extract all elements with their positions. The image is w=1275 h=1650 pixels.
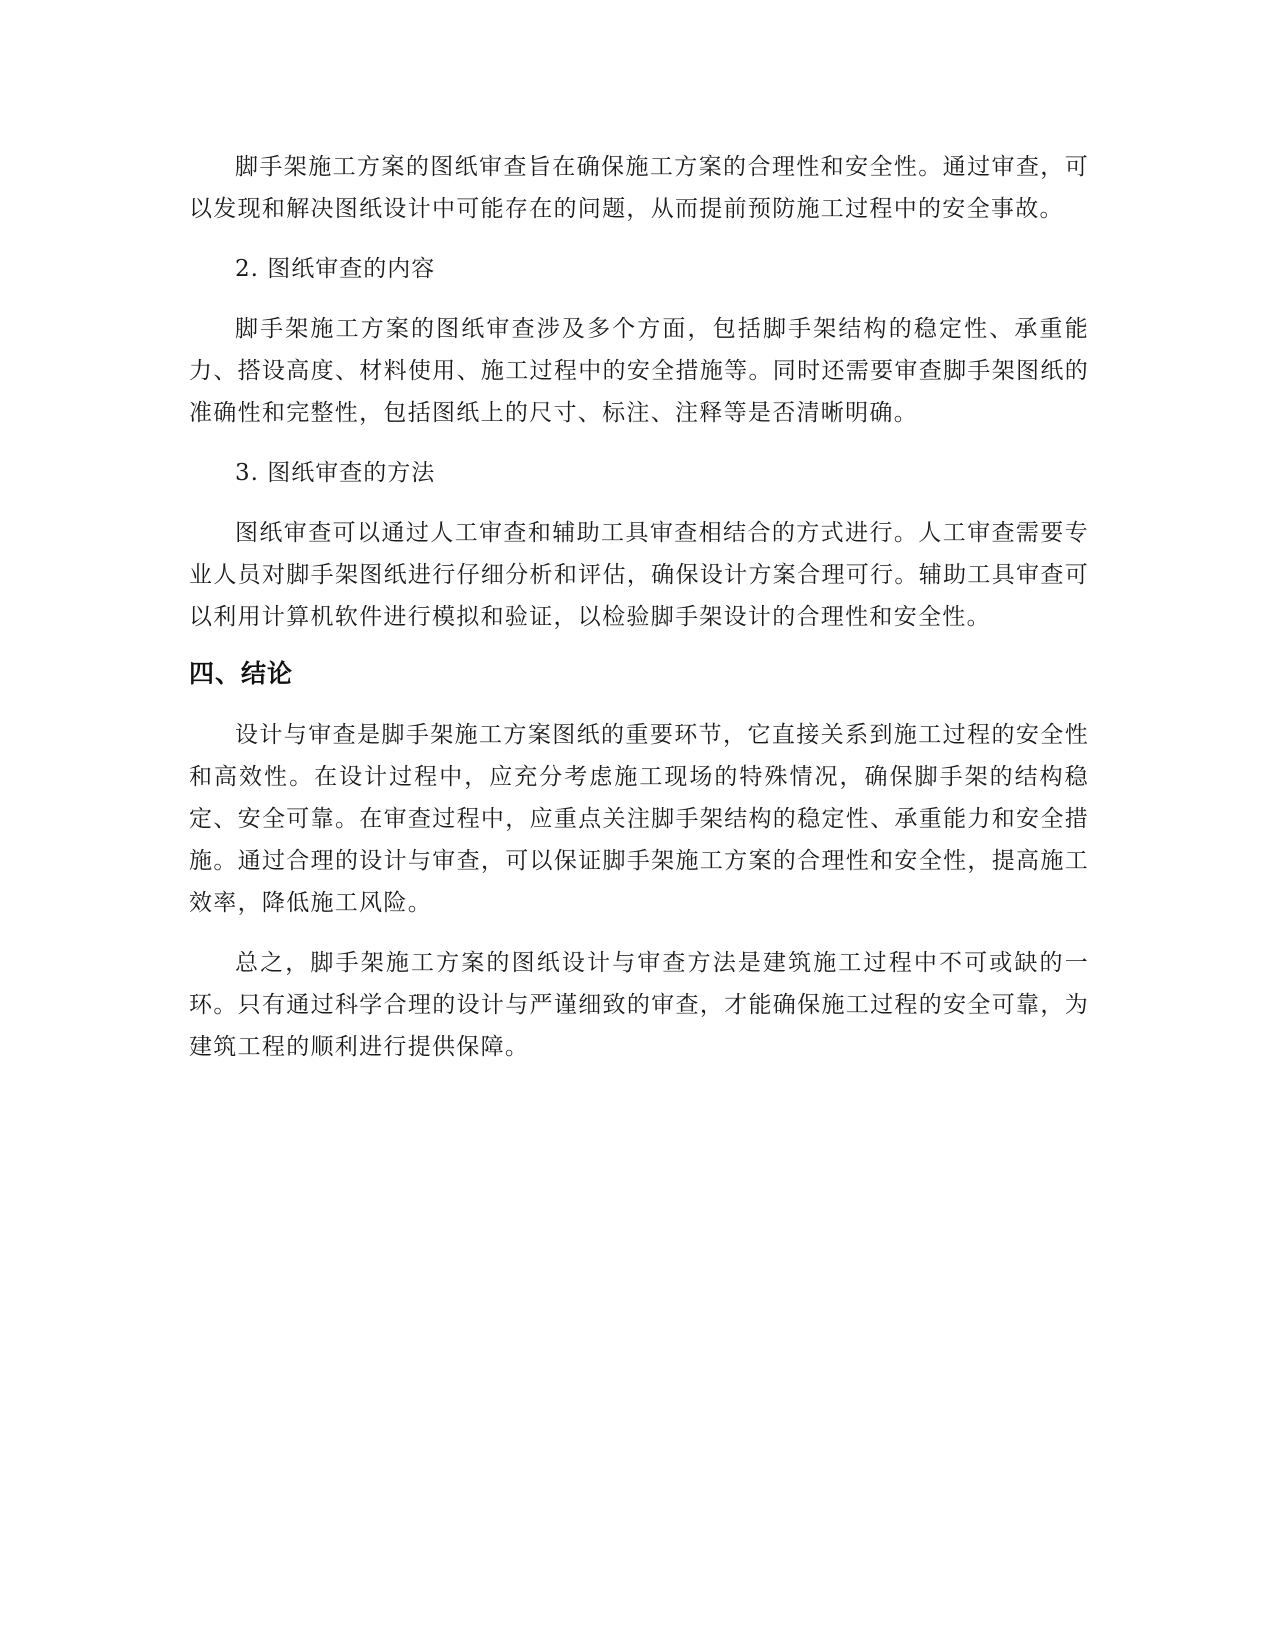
paragraph-review-content: 脚手架施工方案的图纸审查涉及多个方面，包括脚手架结构的稳定性、承重能力、搭设高度、材料使用、施工过程中的安全措施等。同时还需要审查脚手架图纸的准确性和完整性，包括图纸上的尺寸、标注、注释等是否清晰明确。 bbox=[189, 316, 1089, 426]
paragraph-review-method: 图纸审查可以通过人工审查和辅助工具审查相结合的方式进行。人工审查需要专业人员对脚手架图纸进行仔细分析和评估，确保设计方案合理可行。辅助工具审查可以利用计算机软件进行模拟和验证，以检验脚手架设计的合理性和安全性。 bbox=[189, 520, 1089, 630]
paragraph-conclusion: 设计与审查是脚手架施工方案图纸的重要环节，它直接关系到施工过程的安全性和高效性。在设计过程中，应充分考虑施工现场的特殊情况，确保脚手架的结构稳定、安全可靠。在审查过程中，应重点关注脚手架结构的稳定性、承重能力和安全措施。通过合理的设计与审查，可以保证脚手架施工方案的合理性和安全性，提高施工效率，降低施工风险。 bbox=[189, 722, 1089, 916]
subheading-review-method: 3. 图纸审查的方法 bbox=[235, 460, 436, 486]
subheading-review-content: 2. 图纸审查的内容 bbox=[235, 256, 436, 282]
document-body bbox=[189, 146, 1089, 1086]
paragraph-review-purpose: 脚手架施工方案的图纸审查旨在确保施工方案的合理性和安全性。通过审查，可以发现和解决图纸设计中可能存在的问题，从而提前预防施工过程中的安全事故。 bbox=[189, 154, 1089, 222]
paragraph-summary: 总之，脚手架施工方案的图纸设计与审查方法是建筑施工过程中不可或缺的一环。只有通过科学合理的设计与严谨细致的审查，才能确保施工过程的安全可靠，为建筑工程的顺利进行提供保障。 bbox=[189, 950, 1089, 1060]
section-heading-conclusion: 四、结论 bbox=[189, 659, 294, 688]
